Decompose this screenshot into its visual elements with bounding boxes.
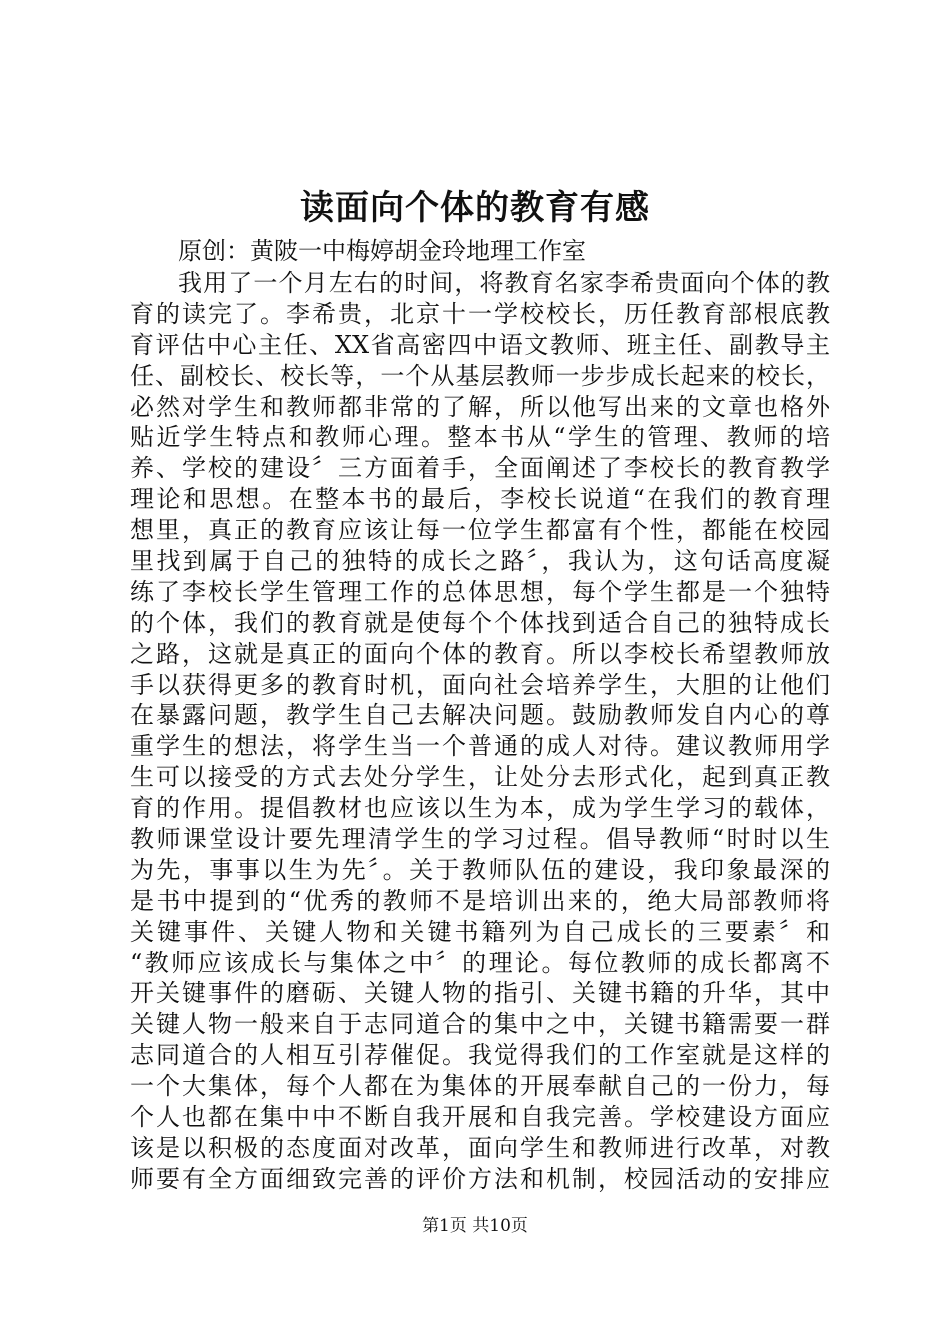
body-line: 必然对学生和教师都非常的了解，所以他写出来的文章也格外 <box>130 392 830 421</box>
page-number-footer: 第1页 共10页 <box>422 1216 528 1236</box>
body-line: 我用了一个月左右的时间，将教育名家李希贵面向个体的教 <box>178 269 830 297</box>
body-line: 的个体，我们的教育就是使每个个体找到适合自己的独特成长 <box>130 608 830 637</box>
body-line: 里找到属于自己的独特的成长之路〞，我认为，这句话高度凝 <box>130 547 830 576</box>
body-paragraph <box>130 268 830 1195</box>
body-line: 生可以接受的方式去处分学生，让处分去形式化，起到真正教 <box>130 763 830 792</box>
body-line: 育的读完了。李希贵，北京十一学校校长，历任教育部根底教 <box>130 299 830 328</box>
body-line: 在暴露问题，教学生自己去解决问题。鼓励教师发自内心的尊 <box>130 701 830 730</box>
author-line: 原创：黄陂一中梅婷胡金玲地理工作室 <box>178 237 586 265</box>
body-line: 个人也都在集中中不断自我开展和自我完善。学校建设方面应 <box>130 1103 830 1132</box>
body-line: “教师应该成长与集体之中〞的理论。每位教师的成长都离不 <box>130 948 830 977</box>
document-title: 读面向个体的教育有感 <box>300 188 650 228</box>
body-line: 志同道合的人相互引荐催促。我觉得我们的工作室就是这样的 <box>130 1041 830 1070</box>
body-line: 该是以积极的态度面对改革，面向学生和教师进行改革，对教 <box>130 1133 830 1162</box>
body-line: 开关键事件的磨砺、关键人物的指引、关键书籍的升华，其中 <box>130 979 830 1008</box>
body-line: 一个大集体，每个人都在为集体的开展奉献自己的一份力，每 <box>130 1072 830 1101</box>
body-line: 育的作用。提倡教材也应该以生为本，成为学生学习的载体， <box>130 794 830 823</box>
body-line: 师要有全方面细致完善的评价方法和机制，校园活动的安排应 <box>130 1164 830 1193</box>
body-line: 之路，这就是真正的面向个体的教育。所以李校长希望教师放 <box>130 639 830 668</box>
body-line: 手以获得更多的教育时机，面向社会培养学生，大胆的让他们 <box>130 670 830 699</box>
body-line: 练了李校长学生管理工作的总体思想，每个学生都是一个独特 <box>130 577 830 606</box>
body-line: 育评估中心主任、XX省高密四中语文教师、班主任、副教导主 <box>130 330 830 359</box>
body-line: 关键事件、关键人物和关键书籍列为自己成长的三要素〞和 <box>130 917 830 946</box>
body-line: 贴近学生特点和教师心理。整本书从“学生的管理、教师的培 <box>130 423 830 452</box>
body-line: 关键人物一般来自于志同道合的集中之中，关键书籍需要一群 <box>130 1010 830 1039</box>
body-line: 养、学校的建设〞三方面着手，全面阐述了李校长的教育教学 <box>130 454 830 483</box>
body-line: 重学生的想法，将学生当一个普通的成人对待。建议教师用学 <box>130 732 830 761</box>
body-line: 任、副校长、校长等，一个从基层教师一步步成长起来的校长， <box>130 361 830 390</box>
body-line: 想里，真正的教育应该让每一位学生都富有个性，都能在校园 <box>130 516 830 545</box>
body-line: 是书中提到的“优秀的教师不是培训出来的，绝大局部教师将 <box>130 886 830 915</box>
body-line: 理论和思想。在整本书的最后，李校长说道“在我们的教育理 <box>130 485 830 514</box>
body-line: 教师课堂设计要先理清学生的学习过程。倡导教师“时时以生 <box>130 825 830 854</box>
body-line: 为先，事事以生为先〞。关于教师队伍的建设，我印象最深的 <box>130 855 830 884</box>
